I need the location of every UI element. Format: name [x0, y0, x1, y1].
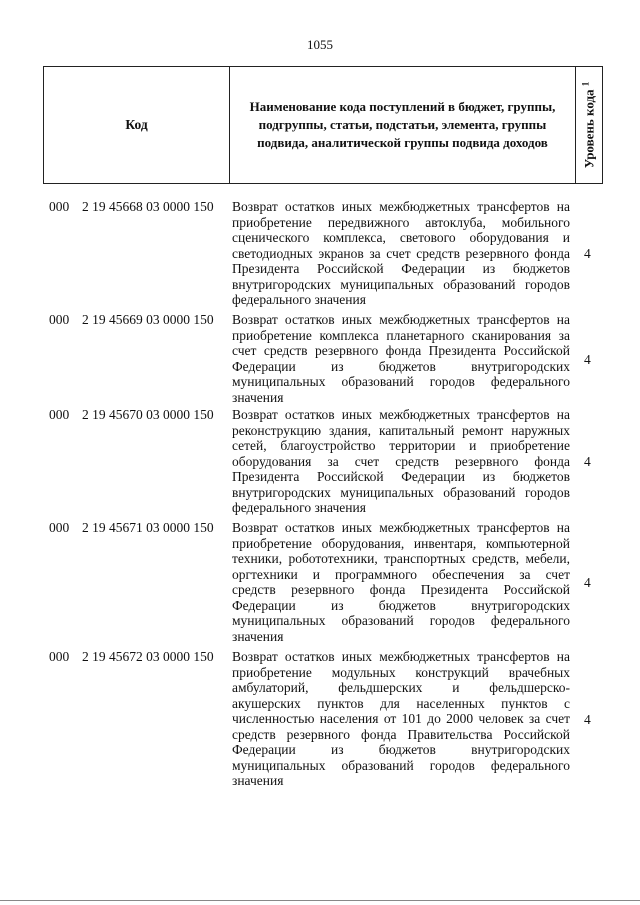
row-budget-code: 2 19 45670 03 0000 150 [82, 407, 214, 422]
row-level: 4 [584, 575, 591, 590]
row-description-line: средств резервного фонда Президента Российской [232, 582, 570, 597]
row-budget-code: 2 19 45668 03 0000 150 [82, 199, 214, 214]
row-description [232, 520, 570, 644]
row-description [232, 312, 570, 405]
row-description-line: светодиодных экранов за счет средств резервного фонда [232, 245, 570, 261]
row-description-line: федерального значения [232, 500, 366, 515]
header-level [576, 67, 602, 183]
row-admin-code: 000 [49, 199, 70, 214]
table-header [43, 66, 603, 184]
row-budget-code: 2 19 45669 03 0000 150 [82, 312, 214, 327]
row-description-line: Возврат остатков иных межбюджетных трансфертов на [232, 649, 570, 664]
row-description-line: приобретение комплекса планетарного сканирования за [232, 327, 570, 343]
row-budget-code: 2 19 45672 03 0000 150 [82, 649, 214, 664]
row-description-line: сетей, благоустройство территории и приобретение [232, 438, 570, 453]
row-description-line: муниципальных образований городов федерального [232, 613, 570, 628]
row-description-line: Возврат остатков иных межбюджетных трансфертов на [232, 199, 570, 214]
row-level: 4 [584, 351, 591, 367]
row-description [232, 649, 570, 789]
row-description-line: счет средств резервного фонда Президента Российской [232, 343, 570, 358]
row-description-line: Возврат остатков иных межбюджетных трансфертов на [232, 520, 570, 535]
row-description-line: средств резервного фонда Правительства Российской [232, 726, 570, 742]
row-description-line: техники, робототехники, транспортных средств, мебели, [232, 551, 570, 566]
row-description-line: приобретение модульных конструкций врачебных [232, 664, 570, 680]
row-description-line: приобретение оборудования, инвентаря, компьютерной [232, 535, 570, 551]
row-description-line: внутригородских муниципальных образований городов [232, 276, 570, 292]
row-description-line: значения [232, 773, 284, 788]
header-level-text: Уровень кода [581, 89, 597, 169]
page-bottom-edge [0, 900, 640, 901]
row-admin-code: 000 [49, 520, 70, 535]
header-name: Наименование кода поступлений в бюджет, группы, подгруппы, статьи, подстатьи, элемента, группы подвида, аналитической группы подвида доходов [230, 67, 576, 183]
row-description [232, 407, 570, 516]
header-code: Код [44, 67, 230, 183]
row-level: 4 [584, 711, 591, 727]
row-description-line: реконструкцию здания, капитальный ремонт наружных [232, 422, 570, 438]
row-description-line: значения [232, 628, 284, 644]
row-level: 4 [584, 454, 591, 470]
row-budget-code: 2 19 45671 03 0000 150 [82, 520, 214, 535]
row-description-line: Президента Российской Федерации из бюджетов [232, 469, 570, 484]
row-description-line: Президента Российской Федерации из бюджетов [232, 261, 570, 276]
row-description-line: Федерации из бюджетов внутригородских [232, 742, 570, 757]
row-admin-code: 000 [49, 649, 70, 664]
row-description-line: оргтехники и программного обеспечения за счет [232, 566, 570, 582]
row-description-line: Возврат остатков иных межбюджетных трансфертов на [232, 312, 570, 327]
row-description-line: приобретение передвижного автоклуба, мобильного [232, 214, 570, 230]
row-description-line: Федерации из бюджетов внутригородских [232, 597, 570, 613]
row-description-line: амбулаторий, фельдшерских и фельдшерско- [232, 680, 570, 695]
row-description-line: численностью населения от 101 до 2000 человек за счет [232, 711, 570, 726]
row-description-line: оборудования за счет средств резервного фонда [232, 453, 570, 469]
header-level-label [580, 82, 597, 169]
row-description [232, 199, 570, 308]
row-description-line: муниципальных образований городов федерального [232, 757, 570, 773]
page-number: 1055 [307, 37, 333, 52]
row-description-line: значения [232, 389, 284, 405]
row-description-line: муниципальных образований городов федерального [232, 374, 570, 389]
row-description-line: сценического комплекса, светового оборудования и [232, 230, 570, 245]
row-admin-code: 000 [49, 312, 70, 327]
header-level-note: 1 [580, 81, 591, 87]
row-description-line: акушерских пунктов для населенных пунктов с [232, 695, 570, 711]
row-description-line: внутригородских муниципальных образований городов [232, 484, 570, 500]
row-description-line: федерального значения [232, 292, 366, 307]
row-admin-code: 000 [49, 407, 70, 422]
row-description-line: Федерации из бюджетов внутригородских [232, 358, 570, 374]
row-description-line: Возврат остатков иных межбюджетных трансфертов на [232, 407, 570, 422]
row-level: 4 [584, 246, 591, 262]
